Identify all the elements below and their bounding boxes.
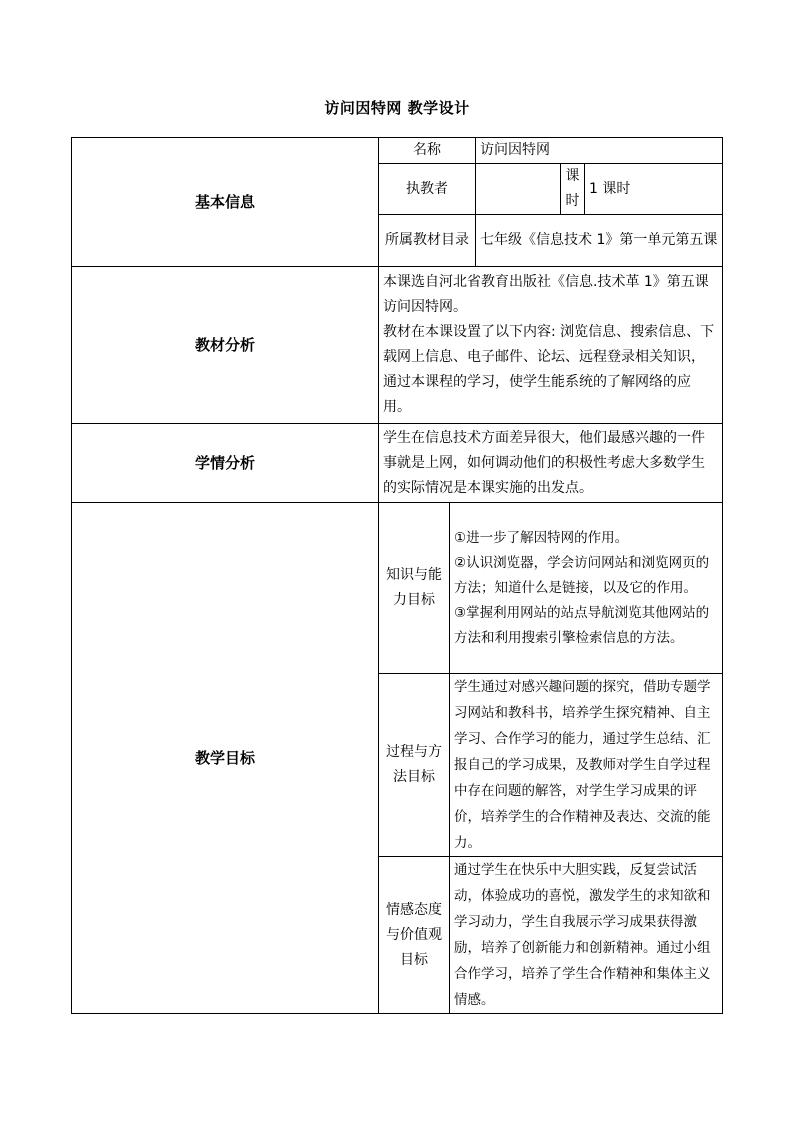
section-basic-info: 基本信息 xyxy=(72,138,379,267)
lesson-plan-table xyxy=(71,137,723,1014)
goal-knowledge-item: ②认识浏览器，学会访问网站和浏览网页的方法；知道什么是链接，以及它的作用。 xyxy=(454,554,710,596)
document-title: 访问因特网 教学设计 xyxy=(324,99,470,117)
goal-knowledge-item: ①进一步了解因特网的作用。 xyxy=(454,529,629,546)
goal-knowledge-label: 知识与能力目标 xyxy=(379,503,450,674)
name-value: 访问因特网 xyxy=(476,138,723,164)
row-name xyxy=(72,138,723,164)
goal-process-content: 学生通过对感兴趣问题的探究，借助专题学习网站和教科书，培养学生探究精神、自主学习、合作学习的能力，通过学生总结、汇报自己的学习成果，及教师对学生自学过程中存在问题的解答，对学生学习成果的评价，培养学生的合作精神及表达、交流的能力。 xyxy=(450,674,723,857)
textbook-value: 七年级《信息技术 1》第一单元第五课 xyxy=(476,215,723,267)
material-analysis-content xyxy=(379,267,723,424)
goal-knowledge-content xyxy=(450,503,723,674)
goal-emotion-content: 通过学生在快乐中大胆实践，反复尝试活动，体验成功的喜悦，激发学生的求知欲和学习动力，学生自我展示学习成果获得激励，培养了创新能力和创新精神。通过小组合作学习，培养了学生合作精神和集体主义情感。 xyxy=(450,857,723,1014)
section-teaching-goals: 教学目标 xyxy=(72,503,379,1014)
name-label: 名称 xyxy=(379,138,476,164)
period-label: 课时 xyxy=(561,164,585,215)
section-student-analysis: 学情分析 xyxy=(72,424,379,503)
material-analysis-paragraph: 本课选自河北省教育出版社《信息.技术革 1》第五课访问因特网。 xyxy=(383,274,709,315)
textbook-label: 所属教材目录 xyxy=(379,215,476,267)
row-material-analysis xyxy=(72,267,723,424)
material-analysis-paragraph: 教材在本课设置了以下内容: 浏览信息、搜索信息、下载网上信息、电子邮件、论坛、远程登录相关知识，通过本课程的学习，使学生能系统的了解网络的应用。 xyxy=(383,324,715,415)
section-material-analysis: 教材分析 xyxy=(72,267,379,424)
goal-emotion-label: 情感态度与价值观目标 xyxy=(379,857,450,1014)
goal-process-label: 过程与方法目标 xyxy=(379,674,450,857)
student-analysis-content: 学生在信息技术方面差异很大，他们最感兴趣的一件事就是上网，如何调动他们的积极性考虑大多数学生的实际情况是本课实施的出发点。 xyxy=(379,424,723,503)
teacher-label: 执教者 xyxy=(379,164,476,215)
period-value: 1 课时 xyxy=(585,164,723,215)
teacher-value xyxy=(476,164,561,215)
row-goal-knowledge xyxy=(72,503,723,674)
row-student-analysis xyxy=(72,424,723,503)
goal-knowledge-item: ③掌握利用网站的站点导航浏览其他网站的方法和利用搜索引擎检索信息的方法。 xyxy=(454,604,710,646)
